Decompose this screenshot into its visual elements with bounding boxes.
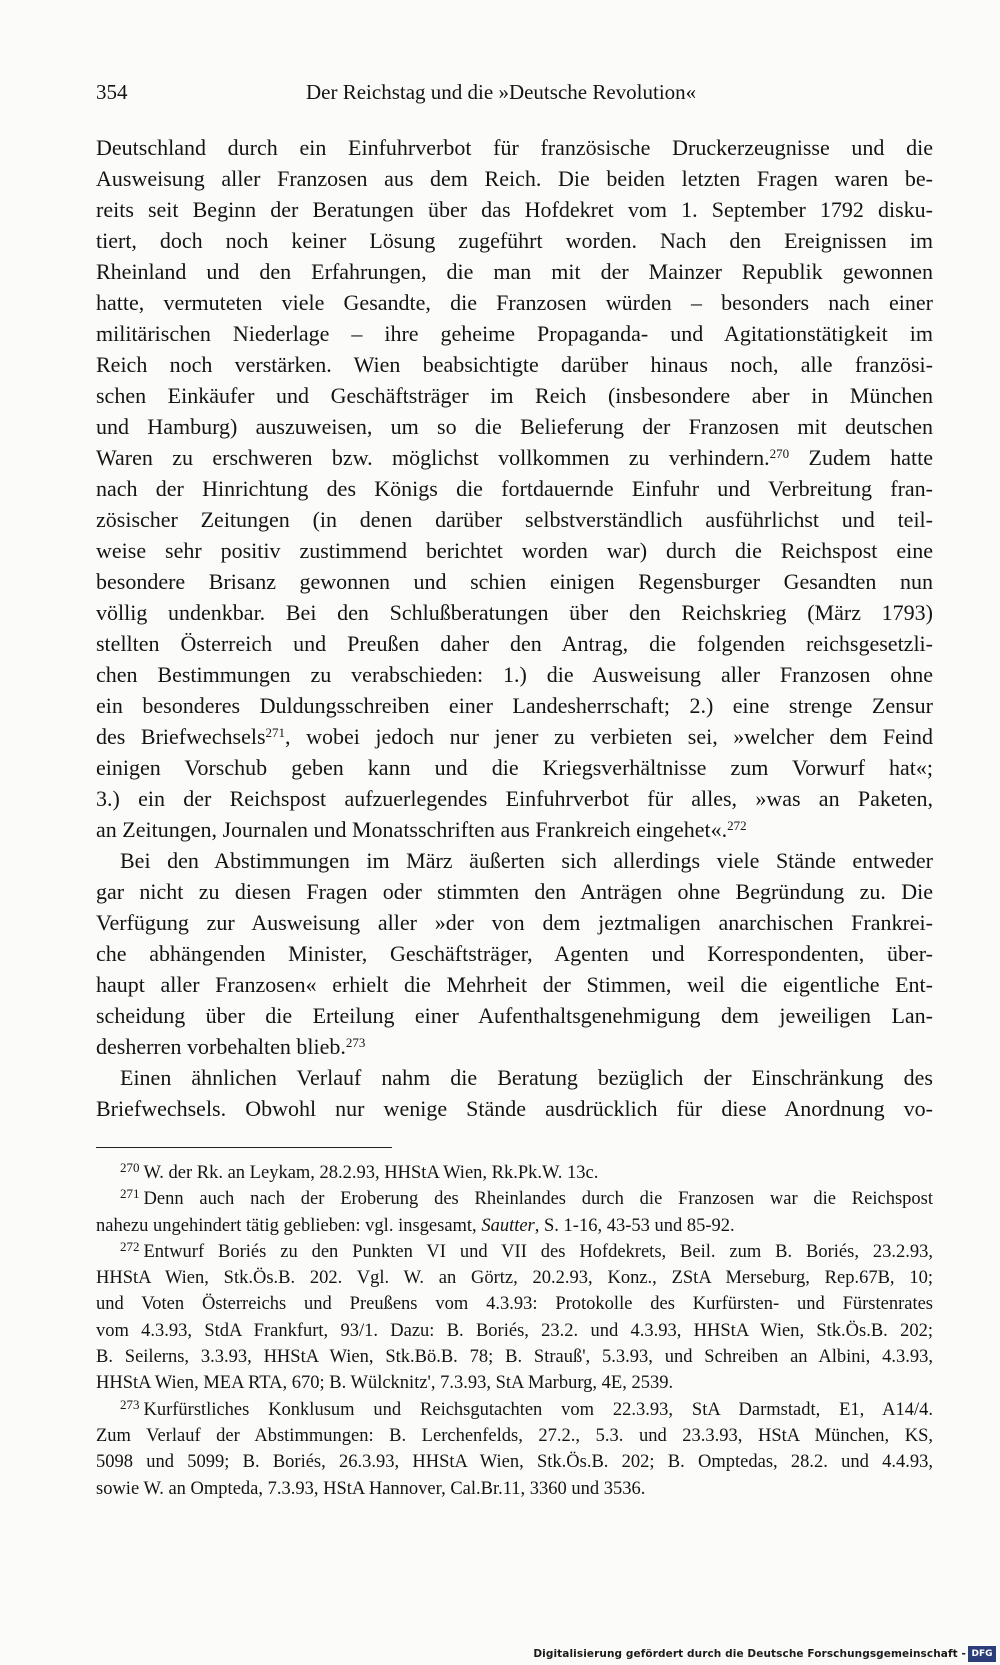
footnote-number: 273	[120, 1396, 140, 1412]
body-line: tiert, doch noch keiner Lösung zugeführt worden. Nach den Ereignissen im	[96, 228, 933, 253]
body-line: zösischer Zeitungen (in denen darüber selbstverständlich ausführlichst und teil-	[96, 507, 933, 532]
digitization-credit: Digitalisierung gefördert durch die Deutsche Forschungsgemeinschaft -	[533, 1648, 966, 1660]
body-line	[96, 721, 933, 752]
body-line: nach der Hinrichtung des Königs die fortdauernde Einfuhr und Verbreitung fran-	[96, 476, 933, 501]
footnote-number: 271	[120, 1186, 140, 1202]
body-text-segment: des Briefwechsels	[96, 724, 266, 749]
footnote-273-line: 5098 und 5099; B. Boriés, 26.3.93, HHStA Wien, Stk.Ös.B. 202; B. Omptedas, 28.2. und 4.4.93,	[96, 1452, 933, 1473]
footnote-text: , S. 1-16, 43-53 und 85-92.	[534, 1215, 735, 1236]
body-line: und Hamburg) auszuweisen, um so die Belieferung der Franzosen mit deutschen	[96, 414, 933, 439]
dfg-logo: DFG	[968, 1646, 996, 1662]
footnote-273-line: sowie W. an Ompteda, 7.3.93, HStA Hannover, Cal.Br.11, 3360 und 3536.	[96, 1478, 646, 1499]
body-line: stellten Österreich und Preußen daher den Antrag, die folgenden reichsgesetzli-	[96, 631, 933, 656]
body-line: völlig undenkbar. Bei den Schlußberatungen über den Reichskrieg (März 1793)	[96, 600, 933, 625]
footnote-272-line: HHStA Wien, MEA RTA, 670; B. Wülcknitz', 7.3.93, StA Marburg, 4E, 2539.	[96, 1373, 674, 1394]
page-header	[96, 72, 932, 112]
body-line: besondere Brisanz gewonnen und schien einigen Regensburger Gesandten nun	[96, 569, 933, 594]
body-text-segment: , wobei jedoch nur jener zu verbieten sei, »welcher dem Feind	[285, 724, 933, 749]
footnote-270	[96, 1160, 933, 1186]
footnote-text: Kurfürstliches Konklusum und Reichsgutachten vom 22.3.93, StA Darmstadt, E1, A14/4.	[143, 1399, 933, 1420]
footnote-ref-271: 271	[265, 724, 286, 740]
footnote-ref-270: 270	[769, 445, 790, 461]
body-line: Einen ähnlichen Verlauf nahm die Beratung bezüglich der Einschränkung des	[120, 1065, 933, 1090]
footnotes	[96, 1160, 933, 1502]
body-line: Reich noch verstärken. Wien beabsichtigte darüber hinaus noch, alle französi-	[96, 352, 933, 377]
body-line: schen Einkäufer und Geschäftsträger im Reich (insbesondere aber in München	[96, 383, 933, 408]
footnote-number: 270	[120, 1160, 140, 1176]
body-line	[96, 1031, 933, 1062]
footnote-ref-272: 272	[727, 817, 747, 833]
footnote-text: Entwurf Boriés zu den Punkten VI und VII des Hofdekrets, Beil. zum B. Boriés, 23.2.93,	[143, 1241, 933, 1262]
body-text-segment: desherren vorbehalten blieb.	[96, 1034, 346, 1059]
footnote-272-line: B. Seilerns, 3.3.93, HHStA Wien, Stk.Bö.B. 78; B. Strauß', 5.3.93, und Schreiben an Albini, 4.3.93,	[96, 1347, 933, 1368]
body-line: weise sehr positiv zustimmend berichtet worden war) durch die Reichspost eine	[96, 538, 933, 563]
footnote-272-line: und Voten Österreichs und Preußens vom 4.3.93: Protokolle des Kurfürsten- und Fürstenrates	[96, 1294, 933, 1315]
body-line: einigen Vorschub geben kann und die Kriegsverhältnisse zum Vorwurf hat«;	[96, 755, 933, 780]
body-line: chen Bestimmungen zu verabschieden: 1.) die Ausweisung aller Franzosen ohne	[96, 662, 933, 687]
footnote-ref-273: 273	[345, 1034, 366, 1050]
body-line: ein besonderes Duldungsschreiben einer Landesherrschaft; 2.) eine strenge Zensur	[96, 693, 933, 718]
body-line: Verfügung zur Ausweisung aller »der von dem jeztmaligen anarchischen Frankrei-	[96, 910, 933, 935]
footnote-271-line	[96, 1213, 933, 1239]
footnote-272	[96, 1239, 933, 1265]
body-text-segment: Zudem hatte	[789, 445, 933, 470]
footnote-273-line: Zum Verlauf der Abstimmungen: B. Lerchenfelds, 27.2., 5.3. und 23.3.93, HStA München, KS,	[96, 1425, 933, 1446]
body-line: gar nicht zu diesen Fragen oder stimmten den Anträgen ohne Begründung zu. Die	[96, 879, 933, 904]
footnote-number: 272	[120, 1239, 140, 1255]
body-text-segment: an Zeitungen, Journalen und Monatsschriften aus Frankreich eingehet«.	[96, 817, 728, 842]
body-line: hatte, vermuteten viele Gesandte, die Franzosen würden – besonders nach einer	[96, 290, 933, 315]
body-line: militärischen Niederlage – ihre geheime Propaganda- und Agitationstätigkeit im	[96, 321, 933, 346]
body-line: haupt aller Franzosen« erhielt die Mehrheit der Stimmen, weil die eigentliche Ent-	[96, 972, 933, 997]
body-text	[96, 132, 933, 1124]
body-line: scheidung über die Erteilung einer Aufenthaltsgenehmigung dem jeweiligen Lan-	[96, 1003, 933, 1028]
body-line: 3.) ein der Reichspost aufzuerlegendes Einfuhrverbot für alles, »was an Paketen,	[96, 786, 933, 811]
footnote-271	[96, 1186, 933, 1212]
footnote-272-line: HHStA Wien, Stk.Ös.B. 202. Vgl. W. an Görtz, 20.2.93, Konz., ZStA Merseburg, Rep.67B, 10;	[96, 1268, 933, 1289]
footnote-272-line: vom 4.3.93, StdA Frankfurt, 93/1. Dazu: B. Boriés, 23.2. und 4.3.93, HHStA Wien, Stk.Ös.B. 202;	[96, 1320, 933, 1341]
body-line: che abhängenden Minister, Geschäftsträger, Agenten und Korrespondenten, über-	[96, 941, 933, 966]
footnote-text: W. der Rk. an Leykam, 28.2.93, HHStA Wien, Rk.Pk.W. 13c.	[143, 1163, 599, 1183]
footnote-text: Denn auch nach der Eroberung des Rheinlandes durch die Franzosen war die Reichspost	[143, 1189, 933, 1210]
running-title: Der Reichstag und die »Deutsche Revolution«	[306, 80, 697, 104]
page-number: 354	[96, 80, 128, 104]
body-line	[96, 442, 933, 473]
body-line: Ausweisung aller Franzosen aus dem Reich. Die beiden letzten Fragen waren be-	[96, 166, 933, 191]
body-line: Rheinland und den Erfahrungen, die man mit der Mainzer Republik gewonnen	[96, 259, 933, 284]
body-line: Bei den Abstimmungen im März äußerten sich allerdings viele Stände entweder	[120, 848, 933, 873]
body-line	[96, 814, 933, 845]
footnote-text: nahezu ungehindert tätig geblieben: vgl. insgesamt,	[96, 1215, 482, 1236]
body-text-segment: Waren zu erschweren bzw. möglichst vollkommen zu verhindern.	[96, 445, 770, 470]
body-line: reits seit Beginn der Beratungen über das Hofdekret vom 1. September 1792 disku-	[96, 197, 933, 222]
footnote-divider	[96, 1147, 392, 1148]
body-line: Briefwechsels. Obwohl nur wenige Stände ausdrücklich für diese Anordnung vo-	[96, 1096, 933, 1121]
footnote-author-italic: Sautter	[481, 1215, 535, 1236]
footnote-273	[96, 1397, 933, 1423]
body-line: Deutschland durch ein Einfuhrverbot für französische Druckerzeugnisse und die	[96, 135, 933, 160]
